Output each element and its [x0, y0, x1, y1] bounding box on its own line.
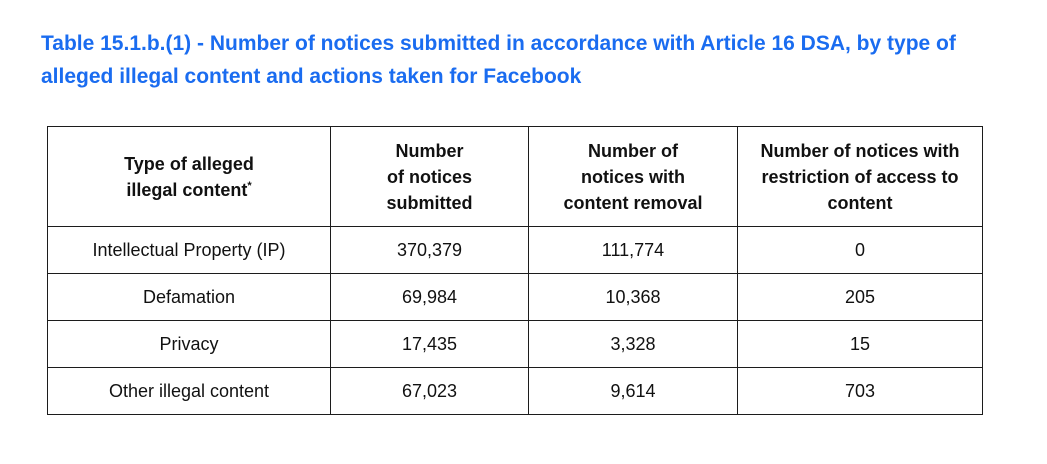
cell-notices-submitted: 67,023: [331, 368, 529, 415]
header-restriction-of-access: [738, 127, 983, 227]
header-type-of-content: [48, 127, 331, 227]
cell-restriction-of-access: 205: [738, 274, 983, 321]
header-label: Type of alleged illegal content: [124, 153, 254, 200]
cell-content-type: Intellectual Property (IP): [48, 227, 331, 274]
header-notices-submitted: [331, 127, 529, 227]
table-header: [48, 127, 983, 227]
cell-content-removal: 9,614: [529, 368, 738, 415]
table-row: [48, 368, 983, 415]
cell-content-type: Other illegal content: [48, 368, 331, 415]
table-row: [48, 274, 983, 321]
header-content-removal: [529, 127, 738, 227]
cell-content-removal: 111,774: [529, 227, 738, 274]
header-label: Number of notices submitted: [386, 140, 473, 213]
cell-restriction-of-access: 703: [738, 368, 983, 415]
notices-table: [47, 126, 983, 415]
header-row: [48, 127, 983, 227]
cell-content-removal: 3,328: [529, 321, 738, 368]
cell-notices-submitted: 17,435: [331, 321, 529, 368]
table-title: Table 15.1.b.(1) - Number of notices submitted in accordance with Article 16 DSA, by type of alleged illegal content and actions taken for Facebook: [41, 32, 956, 88]
cell-notices-submitted: 69,984: [331, 274, 529, 321]
cell-restriction-of-access: 15: [738, 321, 983, 368]
cell-notices-submitted: 370,379: [331, 227, 529, 274]
cell-content-removal: 10,368: [529, 274, 738, 321]
footnote-marker: *: [247, 179, 252, 192]
header-label: Number of notices with restriction of access to content: [760, 140, 960, 213]
cell-restriction-of-access: 0: [738, 227, 983, 274]
header-label: Number of notices with content removal: [563, 140, 703, 213]
cell-content-type: Privacy: [48, 321, 331, 368]
table-row: [48, 321, 983, 368]
table-body: [48, 227, 983, 415]
cell-content-type: Defamation: [48, 274, 331, 321]
table-row: [48, 227, 983, 274]
